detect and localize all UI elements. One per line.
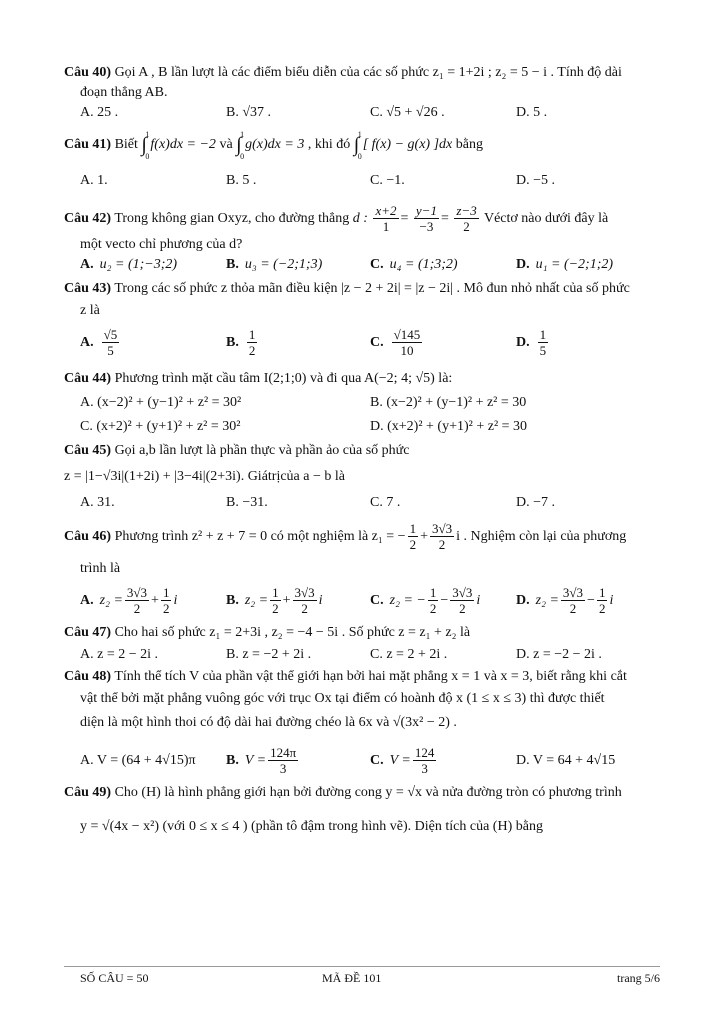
option-b: B. √37 . [226,105,272,120]
footer-page-number: trang 5/6 [617,971,660,985]
footer-exam-code: MÃ ĐỀ 101 [322,971,382,985]
option-b: B. $\frac{1}{2}$ [226,327,256,359]
option-d: D. u₁ = (−2;1;2) [516,257,614,272]
option-d: D. 5 . [516,105,548,120]
question-40 [64,64,622,82]
option-c: C. V = $\frac{124}{3}$ [370,745,435,777]
question-label: Câu 49) [64,785,112,800]
question-label: Câu 46) [64,529,112,544]
fraction: $\frac{x+2}{1}$ [375,203,397,235]
option-a: A. V = (64 + 4√15)π [80,753,196,768]
option-c: C. (x+2)² + (y+1)² + z² = 30² [80,419,241,434]
option-a: A. z = 2 − 2i . [80,647,159,662]
integral-sign: ∫ 1 0 [236,130,245,161]
option-b: B. V = $\frac{124\pi}{3}$ [226,745,297,777]
option-a: A. $\frac{√5}{5}$ [80,327,118,359]
fraction: $\frac{y-1}{-3}$ [415,203,437,235]
option-b: B. z = −2 + 2i . [226,647,312,662]
question-41: Câu 41) Biết ∫ 1 0 f(x)dx = −2 và ∫ 1 0 g(x)dx = 3 , khi đó ∫ 1 0 [ f(x) − g(x) ]dx bằng [64,130,483,161]
question-44: Câu 44) Phương trình mặt cầu tâm I(2;1;0) và đi qua A(−2; 4; √5) là: [64,371,453,386]
question-label: Câu 45) [64,443,112,458]
question-43-cont: z là [80,303,100,318]
option-b: B. −31. [226,495,268,510]
question-46: Câu 46) Phương trình z² + z + 7 = 0 có một nghiệm là z₁ = − $\frac{1}{2}$ + $\frac{3√3}{2}$ i . Nghiệm còn lại của phương [64,521,627,553]
question-label: Câu 41) [64,137,112,153]
option-c: C. $\frac{√145}{10}$ [370,327,421,359]
question-49-cont: y = √(4x − x²) (với 0 ≤ x ≤ 4 ) (phần tô đậm trong hình vẽ). Diện tích của (H) bằng [80,819,543,834]
option-a: A. 31. [80,495,115,510]
option-d: D. −5 . [516,173,556,188]
option-c: C. z₂ = − $\frac{1}{2}$ − $\frac{3√3}{2}$ i [370,585,481,617]
question-45: Câu 45) Gọi a,b lần lượt là phần thực và phần ảo của số phức [64,443,410,458]
option-d: D. (x+2)² + (y+1)² + z² = 30 [370,419,528,434]
option-b: B. 5 . [226,173,257,188]
question-43: Câu 43) Trong các số phức z thỏa mãn điều kiện |z − 2 + 2i| = |z − 2i| . Mô đun nhỏ nhất của số phức [64,281,630,296]
fraction: $\frac{z-3}{2}$ [456,203,477,235]
question-text: Biết [114,137,138,153]
question-47: Câu 47) Cho hai số phức z₁ = 2+3i , z₂ = −4 − 5i . Số phức z = z₁ + z₂ là [64,625,471,640]
option-a: A. 25 . [80,105,119,120]
option-a: A. z₂ = $\frac{3√3}{2}$ + $\frac{1}{2}$ i [80,585,178,617]
option-b: B. z₂ = $\frac{1}{2}$ + $\frac{3√3}{2}$ i [226,585,323,617]
question-48-cont: vật thể bởi mặt phẳng vuông góc với trục Ox tại điểm có hoành độ x (1 ≤ x ≤ 3) thì được thiết [80,691,605,706]
question-label: Câu 47) [64,625,112,640]
option-c: C. −1. [370,173,405,188]
option-c: C. √5 + √26 . [370,105,445,120]
question-42: Câu 42) Trong không gian Oxyz, cho đường thẳng d : $\frac{x+2}{1}$ = $\frac{y-1}{-3}$ = $\frac{z-3}{2}$ Véctơ nào dưới đây là [64,203,609,235]
question-label: Câu 40) [64,65,112,80]
question-48: Câu 48) Tính thể tích V của phần vật thể giới hạn bởi hai mặt phẳng x = 1 và x = 3, biết rằng khi cắt [64,669,627,684]
option-a: A. (x−2)² + (y−1)² + z² = 30² [80,395,242,410]
option-a: A. 1. [80,173,108,188]
question-label: Câu 42) [64,211,112,226]
option-d: D. V = 64 + 4√15 [516,753,616,768]
page-footer [64,966,660,985]
question-46-cont: trình là [80,561,121,576]
option-b: B. (x−2)² + (y−1)² + z² = 30 [370,395,527,410]
option-a: A. u₂ = (1;−3;2) [80,257,178,272]
question-40-cont: đoạn thẳng AB. [80,85,168,100]
option-c: C. z = 2 + 2i . [370,647,448,662]
option-c: C. 7 . [370,495,401,510]
option-d: D. $\frac{1}{5}$ [516,327,547,359]
option-d: D. z = −2 − 2i . [516,647,602,662]
question-42-cont: một vecto chỉ phương của d? [80,237,243,252]
integral-sign: ∫ 1 0 [141,130,150,161]
question-48-cont2: diện là một hình thoi có độ dài hai đường chéo là 6x và √(3x² − 2) . [80,715,457,730]
question-text: Gọi A , B lần lượt là các điểm biểu diễn của các số phức z₁ = 1+2i ; z₂ = 5 − i . Tính độ dài [114,65,622,80]
question-49: Câu 49) Cho (H) là hình phẳng giới hạn bởi đường cong y = √x và nửa đường tròn có phương trình [64,785,622,800]
question-45-cont: z = |1−√3i|(1+2i) + |3−4i|(2+3i). Giátrịcủa a − b là [64,469,345,484]
option-d: D. −7 . [516,495,556,510]
question-label: Câu 44) [64,371,112,386]
question-label: Câu 43) [64,281,112,296]
option-c: C. u₄ = (1;3;2) [370,257,458,272]
option-b: B. u₃ = (−2;1;3) [226,257,323,272]
footer-question-count: SỐ CÂU = 50 [80,971,149,985]
option-d: D. z₂ = $\frac{3√3}{2}$ − $\frac{1}{2}$ i [516,585,614,617]
integral-sign: ∫ 1 0 [353,130,362,161]
question-label: Câu 48) [64,669,112,684]
